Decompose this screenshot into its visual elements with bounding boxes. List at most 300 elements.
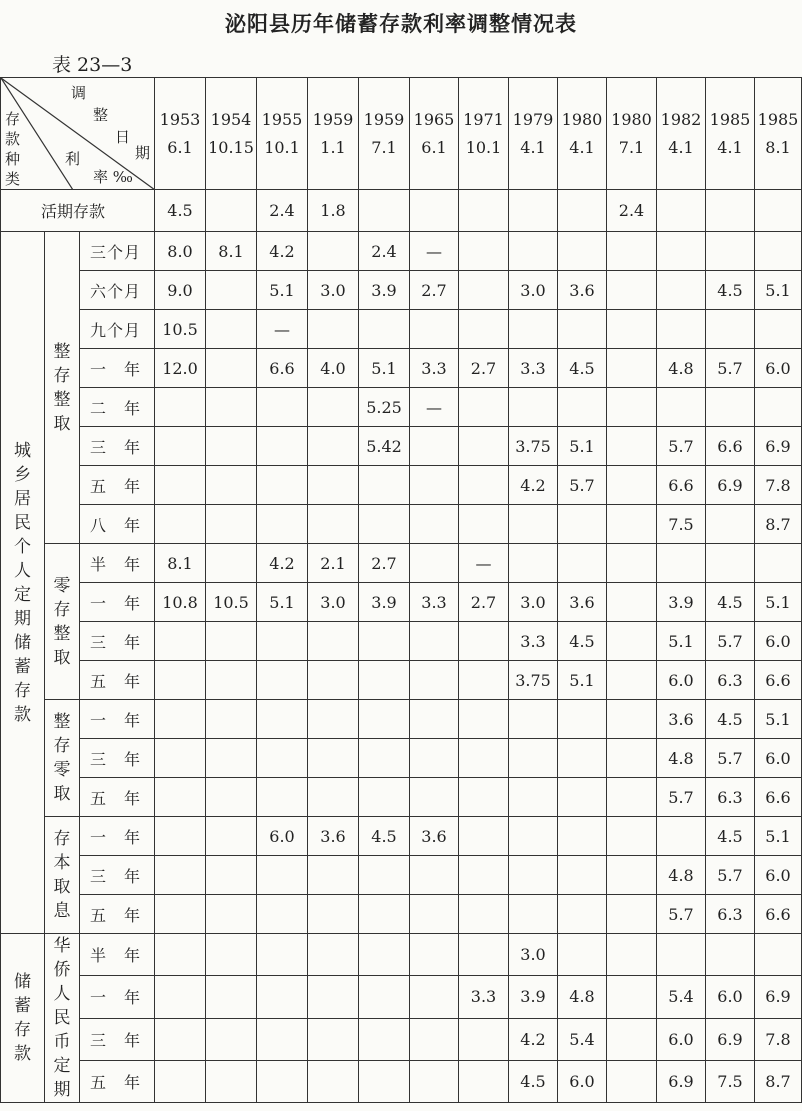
corner-adjust-char-4: 期 — [135, 144, 151, 162]
rate-cell — [607, 1018, 657, 1060]
rate-cell — [459, 466, 509, 505]
rate-cell: 1.8 — [308, 190, 359, 232]
rate-cell: 8.1 — [206, 232, 257, 271]
rate-cell — [155, 388, 206, 427]
date-header: 1971 10.1 — [459, 78, 509, 190]
rate-cell: — — [410, 388, 459, 427]
rate-cell — [155, 1060, 206, 1102]
rate-cell: 6.0 — [657, 661, 706, 700]
row-label: 五 年 — [80, 1060, 155, 1102]
table-row — [1, 661, 802, 700]
row-label: 三 年 — [80, 739, 155, 778]
rate-cell — [308, 427, 359, 466]
table-row — [1, 817, 802, 856]
rate-cell: 3.0 — [308, 271, 359, 310]
rate-cell — [206, 739, 257, 778]
rate-cell — [755, 232, 802, 271]
rate-cell: 3.3 — [410, 583, 459, 622]
rate-cell — [657, 271, 706, 310]
rate-cell: 5.1 — [359, 349, 410, 388]
rate-cell — [206, 271, 257, 310]
rate-cell — [509, 232, 558, 271]
rate-cell — [607, 700, 657, 739]
rate-cell: 5.1 — [755, 817, 802, 856]
rate-cell: — — [410, 232, 459, 271]
zhengcun-group-label: 整存整取 — [45, 232, 80, 544]
rate-cell — [257, 466, 308, 505]
rate-cell — [607, 583, 657, 622]
rate-cell: 5.1 — [755, 271, 802, 310]
rate-cell — [359, 895, 410, 934]
rate-cell — [359, 466, 410, 505]
rate-cell: 5.7 — [706, 349, 755, 388]
rate-cell: 4.5 — [706, 817, 755, 856]
rate-cell — [359, 190, 410, 232]
date-header: 1953 6.1 — [155, 78, 206, 190]
rate-cell — [155, 661, 206, 700]
corner-adjust-char-1: 调 — [71, 84, 87, 102]
urban-group-label: 城乡居民个人定期储蓄存款 — [1, 232, 45, 934]
rate-cell — [308, 976, 359, 1018]
rate-cell: 6.9 — [706, 1018, 755, 1060]
rate-cell — [308, 1060, 359, 1102]
rate-cell — [410, 976, 459, 1018]
rate-cell — [509, 505, 558, 544]
rate-cell: 6.6 — [706, 427, 755, 466]
rate-cell — [607, 856, 657, 895]
rate-cell — [755, 934, 802, 976]
date-header: 1954 10.15 — [206, 78, 257, 190]
rate-cell — [206, 544, 257, 583]
rate-cell: 6.9 — [706, 466, 755, 505]
rate-cell — [359, 934, 410, 976]
rate-cell — [257, 895, 308, 934]
rate-cell: 3.9 — [359, 583, 410, 622]
rate-cell: — — [257, 310, 308, 349]
rate-cell — [359, 622, 410, 661]
rate-cell — [459, 427, 509, 466]
rate-cell — [755, 388, 802, 427]
rate-cell — [206, 1060, 257, 1102]
rate-cell: 6.3 — [706, 895, 755, 934]
rate-cell: 4.5 — [558, 622, 607, 661]
huaqiao-group-label: 华侨人民币定期 — [45, 934, 80, 1103]
rate-cell: 5.7 — [706, 856, 755, 895]
rate-cell — [509, 778, 558, 817]
rate-cell — [410, 1018, 459, 1060]
rate-cell — [558, 190, 607, 232]
corner-kind-char-4: 类 — [5, 170, 21, 188]
rate-cell — [558, 310, 607, 349]
rate-cell — [706, 232, 755, 271]
rate-cell — [155, 1018, 206, 1060]
date-header: 1955 10.1 — [257, 78, 308, 190]
rate-cell — [459, 232, 509, 271]
rate-cell: 6.6 — [755, 661, 802, 700]
rate-cell — [410, 856, 459, 895]
rate-cell — [607, 934, 657, 976]
date-header: 1965 6.1 — [410, 78, 459, 190]
rate-cell: 6.9 — [657, 1060, 706, 1102]
rate-cell — [359, 505, 410, 544]
rate-cell: 5.1 — [558, 661, 607, 700]
rate-cell: 10.8 — [155, 583, 206, 622]
rate-cell — [410, 895, 459, 934]
rate-cell: 3.3 — [509, 622, 558, 661]
rate-cell — [206, 349, 257, 388]
table-row — [1, 190, 802, 232]
row-label: 半 年 — [80, 544, 155, 583]
rate-cell: 2.4 — [359, 232, 410, 271]
table-row — [1, 778, 802, 817]
corner-adjust-char-2: 整 — [93, 106, 109, 124]
rate-cell — [657, 934, 706, 976]
corner-kind-char-2: 款 — [5, 130, 21, 148]
table-row — [1, 349, 802, 388]
rate-cell — [257, 505, 308, 544]
row-label: 一 年 — [80, 817, 155, 856]
row-label: 五 年 — [80, 661, 155, 700]
rate-cell — [410, 427, 459, 466]
header-corner — [1, 78, 155, 190]
rate-cell: 6.0 — [755, 856, 802, 895]
rate-cell: 4.8 — [657, 739, 706, 778]
rate-cell: 6.0 — [755, 622, 802, 661]
rate-cell — [206, 934, 257, 976]
rate-cell — [206, 427, 257, 466]
rate-cell — [308, 1018, 359, 1060]
rate-cell — [607, 661, 657, 700]
row-label: 六个月 — [80, 271, 155, 310]
rate-cell — [155, 466, 206, 505]
row-label: 五 年 — [80, 778, 155, 817]
rate-cell — [657, 388, 706, 427]
rate-cell — [509, 817, 558, 856]
rate-cell — [459, 661, 509, 700]
table-row — [1, 856, 802, 895]
corner-adjust-char-3: 日 — [115, 128, 131, 146]
rate-cell — [155, 934, 206, 976]
table-row — [1, 271, 802, 310]
row-label: 二 年 — [80, 388, 155, 427]
row-label: 半 年 — [80, 934, 155, 976]
rate-cell — [206, 976, 257, 1018]
rate-cell — [155, 817, 206, 856]
rate-cell — [308, 232, 359, 271]
rate-cell — [206, 895, 257, 934]
rate-cell: 4.5 — [706, 700, 755, 739]
table-row — [1, 739, 802, 778]
rate-cell — [308, 622, 359, 661]
rate-cell: 8.1 — [155, 544, 206, 583]
rate-cell — [206, 1018, 257, 1060]
huoqi-label: 活期存款 — [1, 190, 155, 232]
rate-cell — [558, 544, 607, 583]
rate-cell — [359, 661, 410, 700]
rate-cell — [459, 817, 509, 856]
row-label: 八 年 — [80, 505, 155, 544]
rate-cell — [410, 700, 459, 739]
rate-cell — [308, 661, 359, 700]
rate-cell — [206, 856, 257, 895]
rate-cell: 6.6 — [257, 349, 308, 388]
rate-cell: 3.9 — [509, 976, 558, 1018]
rate-cell: 5.7 — [706, 739, 755, 778]
rate-cell — [257, 934, 308, 976]
rate-cell — [607, 388, 657, 427]
row-label: 三 年 — [80, 427, 155, 466]
rate-cell — [410, 466, 459, 505]
rate-cell: 2.7 — [459, 583, 509, 622]
rate-cell — [459, 310, 509, 349]
rate-cell — [359, 778, 410, 817]
row-label: 三 年 — [80, 622, 155, 661]
rate-cell — [558, 700, 607, 739]
rate-cell: 4.8 — [558, 976, 607, 1018]
rate-cell: 7.5 — [706, 1060, 755, 1102]
rate-cell — [607, 232, 657, 271]
rate-cell — [410, 661, 459, 700]
table-row — [1, 505, 802, 544]
rate-cell — [206, 622, 257, 661]
rate-cell — [410, 622, 459, 661]
rate-cell — [410, 310, 459, 349]
rate-cell: 12.0 — [155, 349, 206, 388]
rate-cell — [657, 310, 706, 349]
table-row — [1, 622, 802, 661]
row-label: 三个月 — [80, 232, 155, 271]
rate-cell: 4.2 — [509, 1018, 558, 1060]
rate-cell — [706, 190, 755, 232]
rate-cell — [359, 700, 410, 739]
table-row — [1, 544, 802, 583]
rate-cell — [558, 895, 607, 934]
rate-cell — [155, 976, 206, 1018]
rate-cell — [558, 817, 607, 856]
rate-cell: 5.1 — [257, 271, 308, 310]
rate-cell: 5.1 — [755, 583, 802, 622]
rate-cell — [410, 544, 459, 583]
rate-cell — [509, 700, 558, 739]
rate-cell: 6.3 — [706, 661, 755, 700]
rate-cell: 6.6 — [657, 466, 706, 505]
rate-cell: 6.0 — [706, 976, 755, 1018]
rate-cell: 2.4 — [257, 190, 308, 232]
rate-cell — [459, 778, 509, 817]
rate-cell: 7.8 — [755, 1018, 802, 1060]
rate-cell — [706, 388, 755, 427]
page-title: 泌阳县历年储蓄存款利率调整情况表 — [225, 12, 577, 36]
rate-cell — [410, 934, 459, 976]
rate-cell — [206, 505, 257, 544]
rate-cell — [607, 310, 657, 349]
rate-cell — [657, 544, 706, 583]
table-row — [1, 388, 802, 427]
rate-cell — [359, 976, 410, 1018]
rate-cell — [155, 856, 206, 895]
rate-cell: 6.0 — [257, 817, 308, 856]
rate-cell: 8.7 — [755, 1060, 802, 1102]
rate-cell — [607, 544, 657, 583]
corner-rate-char-2: 率 ‰ — [93, 168, 133, 186]
rate-cell: 3.0 — [509, 583, 558, 622]
rate-cell — [607, 739, 657, 778]
rate-cell: 4.8 — [657, 349, 706, 388]
rate-cell — [308, 505, 359, 544]
rate-cell — [459, 505, 509, 544]
rate-cell — [607, 778, 657, 817]
rate-cell: 6.0 — [755, 739, 802, 778]
row-label: 一 年 — [80, 976, 155, 1018]
rate-cell — [657, 190, 706, 232]
rate-cell — [308, 700, 359, 739]
rate-cell — [308, 388, 359, 427]
table-number: 表 23—3 — [52, 54, 133, 76]
rate-cell — [410, 505, 459, 544]
date-header: 1979 4.1 — [509, 78, 558, 190]
rate-cell: 9.0 — [155, 271, 206, 310]
interest-rate-table — [0, 77, 802, 1103]
rate-cell — [459, 700, 509, 739]
rate-cell: 5.42 — [359, 427, 410, 466]
rate-cell: 5.7 — [558, 466, 607, 505]
rate-cell — [755, 190, 802, 232]
rate-cell — [607, 505, 657, 544]
date-header: 1982 4.1 — [657, 78, 706, 190]
rate-cell: 3.0 — [308, 583, 359, 622]
rate-cell: 6.0 — [755, 349, 802, 388]
rate-cell: 6.9 — [755, 976, 802, 1018]
corner-kind-char-3: 种 — [5, 150, 21, 168]
rate-cell — [206, 700, 257, 739]
rate-cell — [459, 895, 509, 934]
date-header: 1980 4.1 — [558, 78, 607, 190]
rate-cell — [308, 778, 359, 817]
rate-cell — [206, 388, 257, 427]
lingcun-group-label: 零存整取 — [45, 544, 80, 700]
rate-cell: 3.6 — [558, 271, 607, 310]
rate-cell — [755, 544, 802, 583]
rate-cell — [257, 661, 308, 700]
rate-cell — [308, 856, 359, 895]
table-row — [1, 934, 802, 976]
rate-cell: 5.7 — [657, 895, 706, 934]
rate-cell — [359, 1060, 410, 1102]
rate-cell — [257, 856, 308, 895]
rate-cell — [607, 271, 657, 310]
rate-cell — [607, 817, 657, 856]
rate-cell — [257, 976, 308, 1018]
rate-cell — [607, 976, 657, 1018]
rate-cell — [558, 739, 607, 778]
rate-cell — [155, 778, 206, 817]
rate-cell — [359, 1018, 410, 1060]
rate-cell — [155, 895, 206, 934]
rate-cell — [706, 934, 755, 976]
rate-cell — [257, 427, 308, 466]
rate-cell — [607, 349, 657, 388]
rate-cell: 3.9 — [359, 271, 410, 310]
rate-cell — [509, 895, 558, 934]
table-row — [1, 232, 802, 271]
rate-cell: 4.5 — [359, 817, 410, 856]
zhengling-group-label: 整存零取 — [45, 700, 80, 817]
rate-cell — [257, 1018, 308, 1060]
rate-cell — [410, 739, 459, 778]
overseas-group-label: 储蓄存款 — [1, 934, 45, 1103]
rate-cell: 5.4 — [558, 1018, 607, 1060]
rate-cell — [558, 388, 607, 427]
rate-cell — [206, 661, 257, 700]
rate-cell — [410, 778, 459, 817]
rate-cell — [206, 817, 257, 856]
rate-cell — [755, 310, 802, 349]
date-header: 1959 7.1 — [359, 78, 410, 190]
table-row — [1, 466, 802, 505]
rate-cell — [257, 739, 308, 778]
rate-cell — [459, 739, 509, 778]
rate-cell: 3.9 — [657, 583, 706, 622]
table-row — [1, 427, 802, 466]
rate-cell: 3.6 — [657, 700, 706, 739]
rate-cell — [308, 466, 359, 505]
rate-cell: 10.5 — [155, 310, 206, 349]
rate-cell: 2.4 — [607, 190, 657, 232]
rate-cell — [410, 190, 459, 232]
rate-cell: 4.5 — [155, 190, 206, 232]
rate-cell — [558, 934, 607, 976]
rate-cell: 8.0 — [155, 232, 206, 271]
rate-cell — [257, 700, 308, 739]
rate-cell: 4.5 — [558, 349, 607, 388]
rate-cell: 5.1 — [755, 700, 802, 739]
rate-cell: 7.8 — [755, 466, 802, 505]
rate-cell — [459, 1060, 509, 1102]
rate-cell — [308, 739, 359, 778]
row-label: 一 年 — [80, 583, 155, 622]
rate-cell: 3.6 — [558, 583, 607, 622]
rate-cell — [607, 895, 657, 934]
rate-cell: 3.3 — [509, 349, 558, 388]
rate-cell — [607, 466, 657, 505]
date-header: 1985 8.1 — [755, 78, 802, 190]
rate-cell — [459, 622, 509, 661]
row-label: 五 年 — [80, 895, 155, 934]
rate-cell — [257, 1060, 308, 1102]
rate-cell — [155, 739, 206, 778]
table-row — [1, 310, 802, 349]
rate-cell: 6.0 — [657, 1018, 706, 1060]
rate-cell: 2.7 — [410, 271, 459, 310]
rate-cell — [706, 310, 755, 349]
rate-cell: — — [459, 544, 509, 583]
rate-cell — [257, 778, 308, 817]
table-row — [1, 1060, 802, 1102]
table-row — [1, 976, 802, 1018]
rate-cell — [607, 1060, 657, 1102]
rate-cell: 4.5 — [706, 271, 755, 310]
rate-cell: 3.6 — [410, 817, 459, 856]
rate-cell: 3.3 — [410, 349, 459, 388]
rate-cell — [155, 622, 206, 661]
rate-cell — [257, 622, 308, 661]
rate-cell: 2.7 — [459, 349, 509, 388]
table-row — [1, 895, 802, 934]
rate-cell — [459, 190, 509, 232]
rate-cell: 4.0 — [308, 349, 359, 388]
corner-rate-char-1: 利 — [65, 150, 81, 168]
rate-cell: 5.7 — [706, 622, 755, 661]
